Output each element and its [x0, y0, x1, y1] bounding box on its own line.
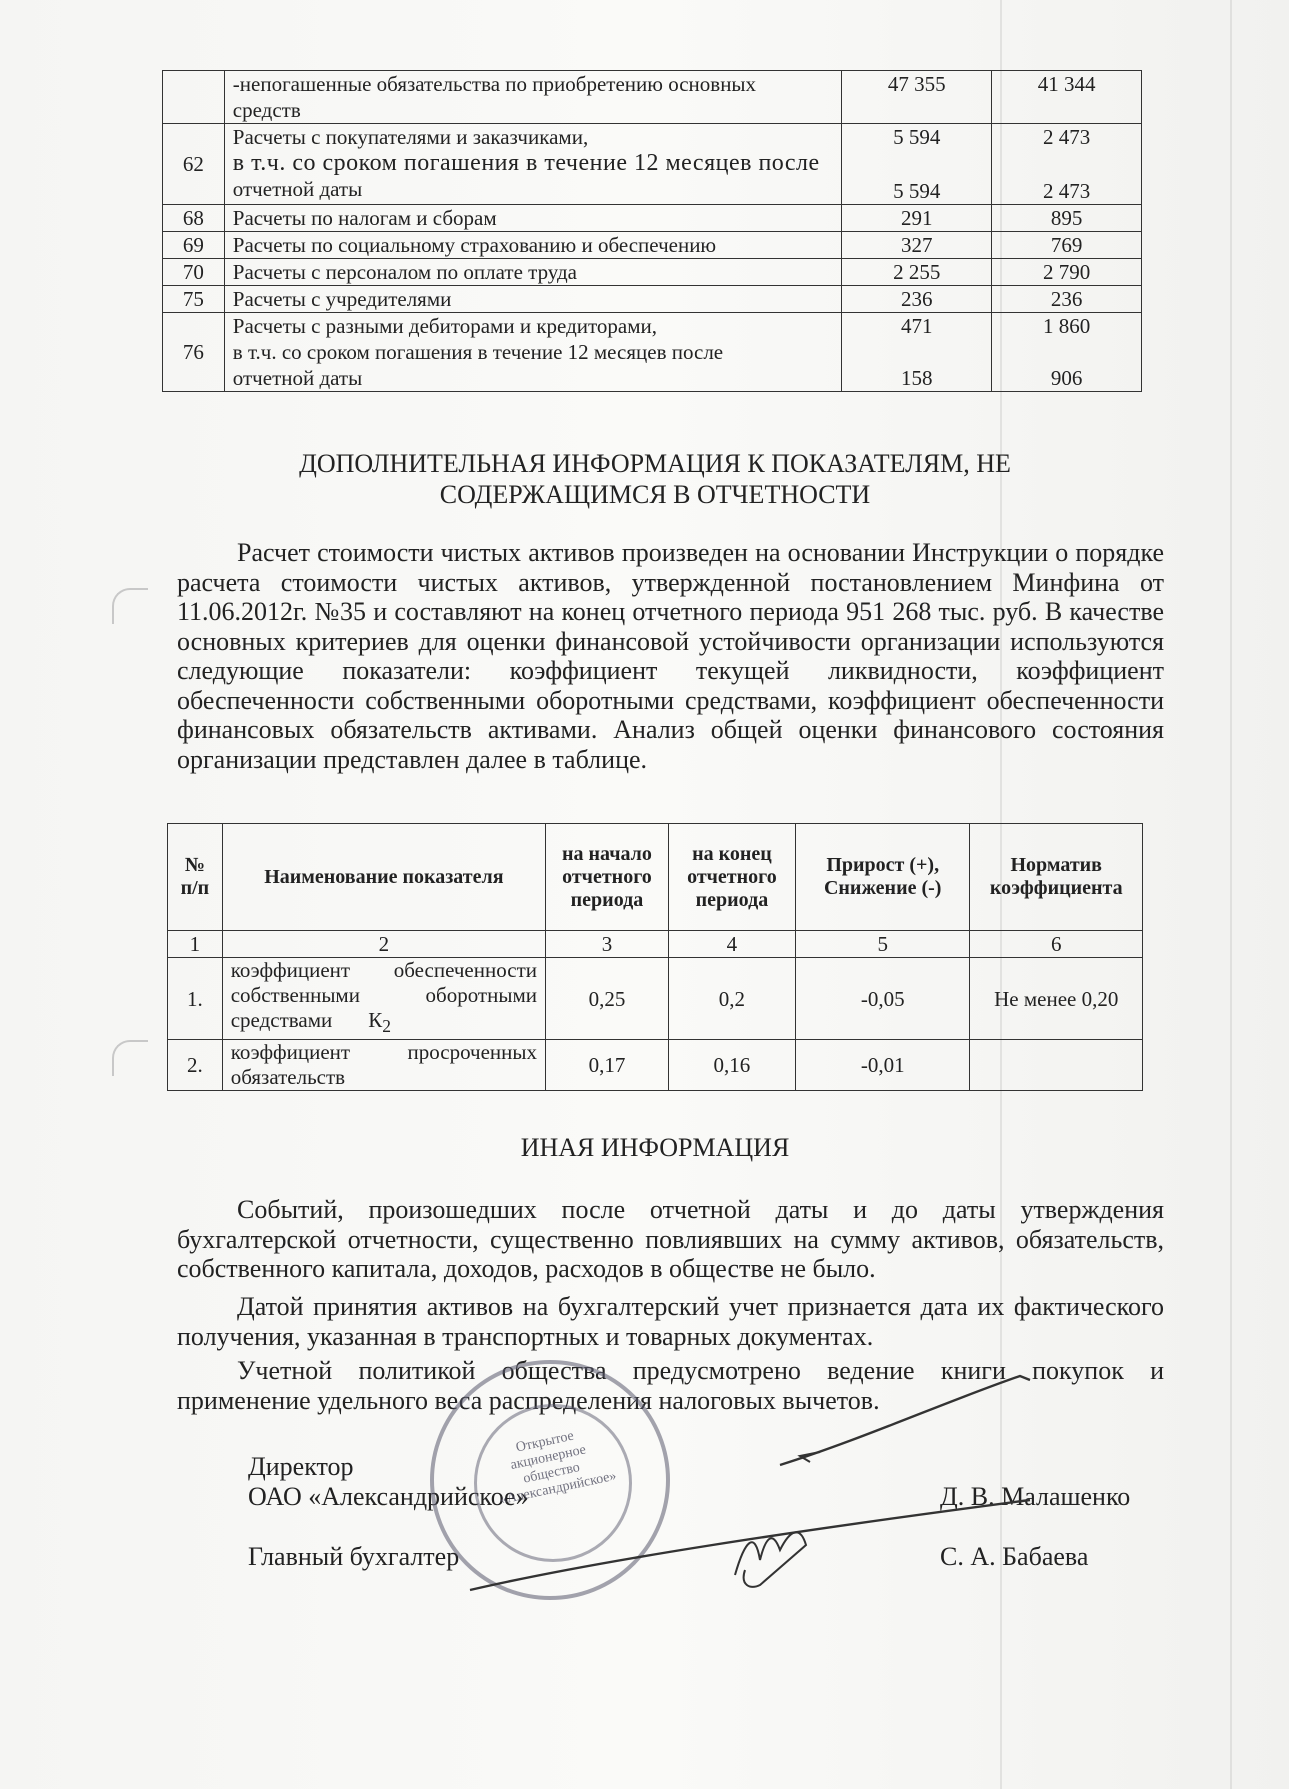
coefficient-row — [168, 1040, 1143, 1091]
events-paragraph — [177, 1195, 1164, 1284]
account-row — [163, 286, 1142, 313]
value-line: 47 355 — [887, 72, 946, 96]
header-change: Прирост (+), Снижение (-) — [795, 824, 970, 931]
column-index: 3 — [546, 931, 669, 958]
column-index: 2 — [222, 931, 545, 958]
section-title-line: ИНАЯ ИНФОРМАЦИЯ — [520, 1133, 790, 1162]
value-end-period — [992, 232, 1142, 259]
value-start-period — [842, 232, 992, 259]
coefficient-name-text: обязательств — [230, 1065, 346, 1090]
value-line: 906 — [1050, 366, 1083, 390]
account-name-line: Расчеты по налогам и сборам — [232, 206, 497, 230]
coefficient-table-body — [168, 931, 1143, 1091]
header-num: № п/п — [168, 824, 223, 931]
account-name-line: Расчеты с покупателями и заказчиками, — [232, 125, 589, 149]
accounts-table-body — [163, 71, 1142, 392]
account-row — [163, 124, 1142, 205]
value-line: 2 255 — [893, 260, 941, 284]
coefficient-end: 0,2 — [668, 958, 795, 1040]
coefficient-name-text: коэффициент обеспеченности собственными оборотными — [230, 958, 537, 1007]
value-line: 158 — [900, 366, 933, 390]
accounts-table — [162, 70, 1142, 392]
header-start: на начало отчетного периода — [546, 824, 669, 931]
value-end-period — [992, 124, 1142, 205]
coefficient-num: 2. — [168, 1040, 223, 1091]
account-row — [163, 313, 1142, 392]
section-title-additional-info — [170, 448, 1140, 510]
value-line — [1000, 150, 1133, 178]
value-line: 2 473 — [1042, 179, 1091, 203]
coefficient-change: -0,05 — [795, 958, 970, 1040]
value-line: 327 — [900, 233, 933, 257]
coefficient-name-text: средствами — [230, 1008, 333, 1032]
value-line: 5 594 — [893, 125, 941, 149]
coefficient-num: 1. — [168, 958, 223, 1040]
accountant-title: Главный бухгалтер — [248, 1542, 460, 1571]
coefficient-start: 0,25 — [546, 958, 669, 1040]
account-name — [224, 286, 842, 313]
coefficient-norm: Не менее 0,20 — [970, 958, 1143, 1040]
account-name-line: в т.ч. со сроком погашения в течение 12 месяцев после — [232, 150, 820, 176]
section-title-line: ДОПОЛНИТЕЛЬНАЯ ИНФОРМАЦИЯ К ПОКАЗАТЕЛЯМ, НЕ — [299, 449, 1011, 478]
value-end-period — [992, 259, 1142, 286]
account-name — [224, 313, 842, 392]
value-line: 41 344 — [1037, 72, 1096, 96]
account-name-line: Расчеты с разными дебиторами и кредиторами, — [232, 314, 657, 338]
coefficient-name-last-line — [231, 1065, 537, 1090]
account-row — [163, 71, 1142, 124]
net-assets-paragraph — [177, 538, 1164, 774]
value-line: 895 — [1050, 206, 1083, 230]
director-title: Директор — [248, 1452, 354, 1481]
director-name: Д. В. Малашенко — [940, 1482, 1131, 1511]
section-title-line: СОДЕРЖАЩИМСЯ В ОТЧЕТНОСТИ — [439, 480, 871, 509]
header-name: Наименование показателя — [222, 824, 545, 931]
value-line: 1 860 — [1042, 314, 1091, 338]
value-line — [850, 339, 983, 365]
company-seal — [430, 1360, 670, 1600]
account-name — [224, 71, 842, 124]
paragraph-text: Событий, произошедших после отчетной даты и до даты утверждения бухгалтерской отчетности, существенно повлиявших на сумму активов, обязательств, собственного капитала, доходов, расходов в обществе не было. — [177, 1195, 1164, 1283]
value-start-period — [842, 124, 992, 205]
value-end-period — [992, 286, 1142, 313]
paragraph-text: Датой принятия активов на бухгалтерский учет признается дата их фактического получения, указанная в транспортных и товарных документах. — [177, 1292, 1164, 1351]
coefficient-name-text: коэффициент просроченных — [230, 1040, 537, 1065]
value-line: 769 — [1050, 233, 1083, 257]
header-end: на конец отчетного периода — [668, 824, 795, 931]
coefficient-start: 0,17 — [546, 1040, 669, 1091]
account-row — [163, 259, 1142, 286]
column-index: 1 — [168, 931, 223, 958]
column-index: 6 — [970, 931, 1143, 958]
paragraph-text: Учетной политикой общества предусмотрено ведение книги покупок и применение удельного веса распределения налоговых вычетов. — [177, 1356, 1164, 1415]
account-number: 70 — [163, 259, 225, 286]
section-title-other-info — [170, 1132, 1140, 1163]
account-number: 62 — [163, 124, 225, 205]
account-name — [224, 205, 842, 232]
coefficient-end: 0,16 — [668, 1040, 795, 1091]
value-end-period — [992, 205, 1142, 232]
coefficient-change: -0,01 — [795, 1040, 970, 1091]
account-name-line: -непогашенные обязательства по приобретению основных — [232, 72, 757, 96]
punch-hole-mark — [112, 1040, 148, 1076]
account-number: 76 — [163, 313, 225, 392]
coefficient-norm — [970, 1040, 1143, 1091]
account-number: 69 — [163, 232, 225, 259]
coefficient-name — [222, 1040, 545, 1091]
value-line: 291 — [900, 206, 933, 230]
company-seal-text: Открытое акционерное общество «Александрийское» — [498, 1428, 618, 1508]
account-name — [224, 232, 842, 259]
coefficient-symbol-subscript: 2 — [382, 1016, 392, 1037]
account-name-line: средств — [232, 98, 301, 122]
coefficient-table — [167, 823, 1143, 1091]
column-index: 4 — [668, 931, 795, 958]
header-norm: Норматив коэффициента — [970, 824, 1143, 931]
account-number: 75 — [163, 286, 225, 313]
account-name-line: Расчеты с учредителями — [232, 287, 452, 311]
value-start-period — [842, 71, 992, 124]
coefficient-row — [168, 958, 1143, 1040]
director-signature-stroke — [800, 1452, 820, 1462]
account-name-line: отчетной даты — [232, 366, 363, 390]
value-end-period — [992, 313, 1142, 392]
column-index-row — [168, 931, 1143, 958]
account-name — [224, 259, 842, 286]
account-name — [224, 124, 842, 205]
value-line: 2 473 — [1042, 125, 1091, 149]
punch-hole-mark — [112, 588, 148, 624]
coefficient-symbol: К — [368, 1008, 383, 1032]
value-start-period — [842, 205, 992, 232]
value-line: 2 790 — [1042, 260, 1091, 284]
coefficient-name — [222, 958, 545, 1040]
account-number: 68 — [163, 205, 225, 232]
account-row — [163, 205, 1142, 232]
coefficient-name-last-line — [231, 1008, 537, 1039]
paragraph-text: Расчет стоимости чистых активов произведен на основании Инструкции о порядке расчета стоимости чистых активов, утвержденной постановлением Минфина от 11.06.2012г. №35 и составляют на конец отчетного периода 951 268 тыс. руб. В качестве основных критериев для оценки финансовой устойчивости организации используются следующие показатели: коэффициент текущей ликвидности, коэффициент обеспеченности собственными оборотными средствами, коэффициент обеспеченности финансовых обязательств активами. Анализ общей оценки финансового состояния организации представлен далее в таблице. — [177, 538, 1164, 774]
value-end-period — [992, 71, 1142, 124]
value-line: 236 — [1050, 287, 1083, 311]
company-name: ОАО «Александрийское» — [248, 1482, 529, 1511]
account-name-line: Расчеты с персоналом по оплате труда — [232, 260, 577, 284]
account-name-line: в т.ч. со сроком погашения в течение 12 месяцев после — [232, 340, 724, 364]
column-index: 5 — [795, 931, 970, 958]
scan-artifact — [1230, 0, 1232, 1789]
assets-date-paragraph — [177, 1292, 1164, 1351]
accountant-name: С. А. Бабаева — [940, 1542, 1089, 1571]
value-line — [1000, 339, 1133, 365]
accounting-policy-paragraph — [177, 1356, 1164, 1415]
value-start-period — [842, 286, 992, 313]
account-name-line: Расчеты по социальному страхованию и обеспечению — [232, 233, 717, 257]
value-line: 471 — [900, 314, 933, 338]
value-start-period — [842, 259, 992, 286]
account-row — [163, 232, 1142, 259]
value-line: 236 — [900, 287, 933, 311]
account-number — [163, 71, 225, 124]
accountant-signature-stroke — [735, 1532, 806, 1587]
value-line — [850, 150, 983, 178]
value-start-period — [842, 313, 992, 392]
account-name-line: отчетной даты — [232, 177, 363, 201]
value-line: 5 594 — [893, 179, 941, 203]
